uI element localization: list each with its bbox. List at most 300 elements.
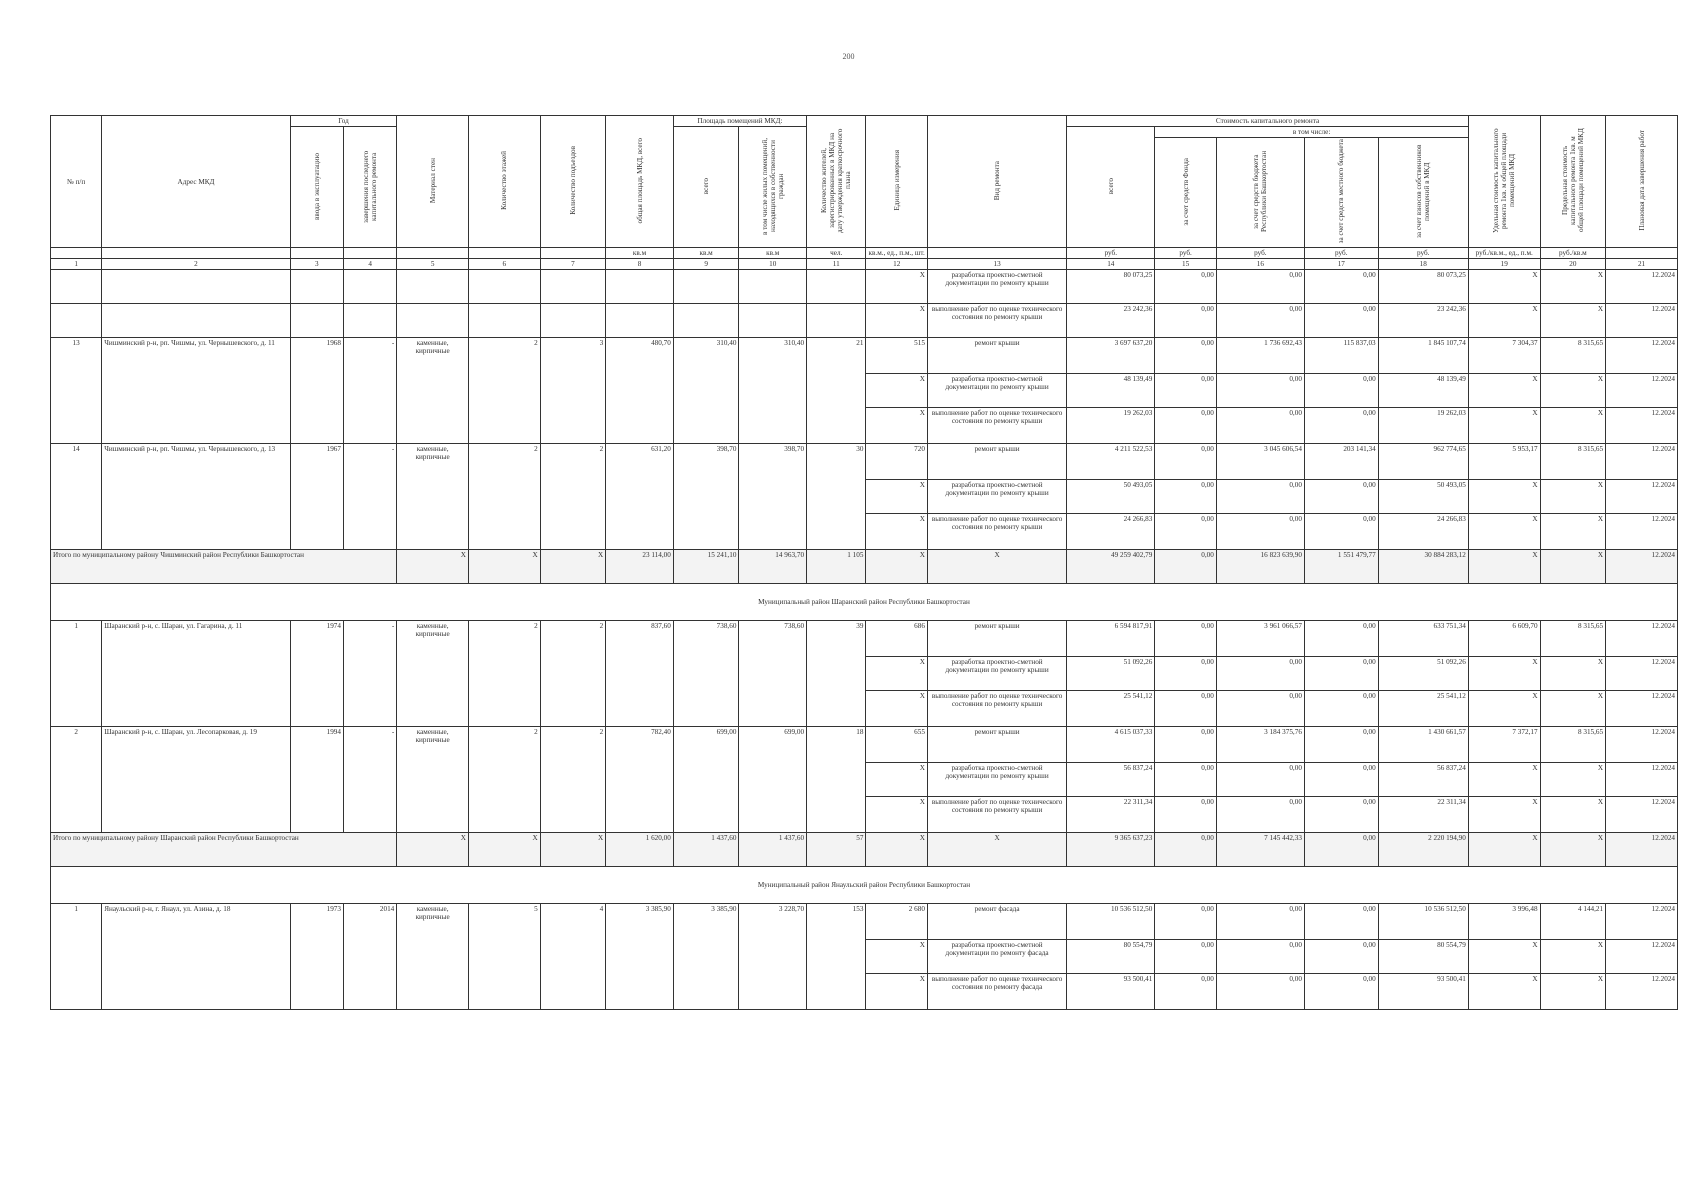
wall-material-cell: каменные, кирпичные [397, 338, 469, 444]
column-number: 6 [468, 259, 540, 270]
header-total-area: общая площадь МКД, всего [606, 116, 674, 248]
value-cell: 0,00 [1155, 444, 1216, 480]
value-cell: - [343, 621, 396, 727]
value-cell: 203 141,34 [1304, 444, 1378, 480]
value-cell: 2 [468, 621, 540, 727]
value-cell: X [468, 833, 540, 867]
work-type-cell: разработка проектно-сметной документации по ремонту крыши [927, 763, 1066, 797]
value-cell: 0,00 [1304, 691, 1378, 727]
value-cell: 50 493,05 [1067, 480, 1155, 514]
column-number: 16 [1216, 259, 1304, 270]
column-numbers-row [51, 259, 1678, 270]
value-cell: 0,00 [1155, 657, 1216, 691]
value-cell: 22 311,34 [1378, 797, 1468, 833]
value-cell: X [1540, 691, 1606, 727]
value-cell: 0,00 [1216, 374, 1304, 408]
header-entrances: Количество подъездов [540, 116, 606, 248]
empty-cell [397, 270, 469, 304]
address-cell: Янаульский р-н, г. Янаул, ул. Азина, д. 18 [102, 904, 291, 1010]
header-max-cost: Предельная стоимость капитального ремонта 1кв. м общей площади помещений МКД [1540, 116, 1606, 248]
value-cell: 686 [866, 621, 927, 657]
value-cell: 23 242,36 [1378, 304, 1468, 338]
value-cell: 1973 [290, 904, 343, 1010]
value-cell: 12.2024 [1606, 480, 1678, 514]
value-cell: 12.2024 [1606, 691, 1678, 727]
work-type-cell: выполнение работ по оценке технического состояния по ремонту крыши [927, 514, 1066, 550]
work-type-cell: разработка проектно-сметной документации по ремонту крыши [927, 270, 1066, 304]
value-cell: 3 228,70 [739, 904, 807, 1010]
value-cell: 0,00 [1216, 270, 1304, 304]
value-cell: 1 437,60 [739, 833, 807, 867]
value-cell: 80 554,79 [1378, 940, 1468, 974]
column-number: 21 [1606, 259, 1678, 270]
value-cell: X [1468, 374, 1540, 408]
unit-cell: руб. [1216, 248, 1304, 259]
column-number: 15 [1155, 259, 1216, 270]
row-number: 1 [51, 621, 102, 727]
value-cell: X [540, 833, 606, 867]
column-number: 5 [397, 259, 469, 270]
empty-cell [51, 270, 102, 304]
value-cell: 12.2024 [1606, 727, 1678, 763]
column-number: 13 [927, 259, 1066, 270]
value-cell: 699,00 [739, 727, 807, 833]
value-cell: 115 837,03 [1304, 338, 1378, 374]
value-cell: 0,00 [1304, 727, 1378, 763]
empty-cell [807, 270, 866, 304]
value-cell: 39 [807, 621, 866, 727]
value-cell: X [866, 763, 927, 797]
value-cell: 10 536 512,50 [1067, 904, 1155, 940]
value-cell: 0,00 [1155, 974, 1216, 1010]
header-cost-fund: за счет средств Фонда [1155, 138, 1216, 248]
value-cell: 1 105 [807, 550, 866, 584]
empty-cell [343, 304, 396, 338]
header-year-commission: ввода в эксплуатацию [290, 127, 343, 248]
value-cell: 24 266,83 [1067, 514, 1155, 550]
work-type-cell: ремонт крыши [927, 727, 1066, 763]
value-cell: 12.2024 [1606, 621, 1678, 657]
value-cell: 480,70 [606, 338, 674, 444]
value-cell: 0,00 [1155, 270, 1216, 304]
value-cell: 80 073,25 [1378, 270, 1468, 304]
value-cell: X [866, 374, 927, 408]
empty-cell [606, 304, 674, 338]
value-cell: 5 953,17 [1468, 444, 1540, 480]
total-row [51, 550, 1678, 584]
value-cell: X [1468, 974, 1540, 1010]
total-row [51, 833, 1678, 867]
column-number: 7 [540, 259, 606, 270]
header-cost-total: всего [1067, 127, 1155, 248]
page-number: 200 [842, 52, 855, 61]
value-cell: 50 493,05 [1378, 480, 1468, 514]
value-cell: 3 996,48 [1468, 904, 1540, 940]
value-cell: 19 262,03 [1067, 408, 1155, 444]
value-cell: - [343, 338, 396, 444]
empty-cell [468, 304, 540, 338]
value-cell: 7 372,17 [1468, 727, 1540, 763]
column-number: 10 [739, 259, 807, 270]
value-cell: 655 [866, 727, 927, 763]
work-type-cell: ремонт фасада [927, 904, 1066, 940]
section-title: Муниципальный район Шаранский район Республики Башкортостан [51, 584, 1678, 621]
value-cell: 0,00 [1155, 621, 1216, 657]
value-cell: 93 500,41 [1067, 974, 1155, 1010]
value-cell: 0,00 [1216, 480, 1304, 514]
value-cell: 0,00 [1216, 904, 1304, 940]
value-cell: 80 073,25 [1067, 270, 1155, 304]
value-cell: 0,00 [1155, 833, 1216, 867]
column-number: 11 [807, 259, 866, 270]
value-cell: 0,00 [1304, 374, 1378, 408]
value-cell: 2014 [343, 904, 396, 1010]
value-cell: X [397, 550, 469, 584]
value-cell: 15 241,10 [673, 550, 739, 584]
table-row [51, 304, 1678, 338]
value-cell: 3 961 066,57 [1216, 621, 1304, 657]
value-cell: 782,40 [606, 727, 674, 833]
empty-cell [468, 270, 540, 304]
value-cell: 7 304,37 [1468, 338, 1540, 374]
value-cell: 0,00 [1155, 691, 1216, 727]
header-cost-republic: за счет средств бюджета Республики Башкортостан [1216, 138, 1304, 248]
value-cell: 12.2024 [1606, 338, 1678, 374]
value-cell: 0,00 [1216, 408, 1304, 444]
value-cell: 4 144,21 [1540, 904, 1606, 940]
value-cell: 30 [807, 444, 866, 550]
value-cell: 3 385,90 [606, 904, 674, 1010]
value-cell: 0,00 [1304, 797, 1378, 833]
value-cell: 7 145 442,33 [1216, 833, 1304, 867]
address-cell: Чишминский р-н, рп. Чишмы, ул. Чернышевского, д. 13 [102, 444, 291, 550]
value-cell: X [866, 550, 927, 584]
value-cell: 8 315,65 [1540, 444, 1606, 480]
work-type-cell: ремонт крыши [927, 621, 1066, 657]
header-premises-living: в том числе жилых помещений, находящихся в собственности граждан [739, 127, 807, 248]
wall-material-cell: каменные, кирпичные [397, 904, 469, 1010]
value-cell: X [866, 304, 927, 338]
work-type-cell: X [927, 833, 1066, 867]
section-header-row [51, 867, 1678, 904]
value-cell: 1967 [290, 444, 343, 550]
value-cell: X [1540, 657, 1606, 691]
wall-material-cell: каменные, кирпичные [397, 444, 469, 550]
value-cell: X [540, 550, 606, 584]
value-cell: 699,00 [673, 727, 739, 833]
value-cell: 12.2024 [1606, 974, 1678, 1010]
value-cell: 0,00 [1155, 480, 1216, 514]
section-header-row [51, 584, 1678, 621]
work-type-cell: ремонт крыши [927, 444, 1066, 480]
row-number: 2 [51, 727, 102, 833]
value-cell: 1994 [290, 727, 343, 833]
value-cell: X [866, 657, 927, 691]
value-cell: 0,00 [1155, 797, 1216, 833]
value-cell: 80 554,79 [1067, 940, 1155, 974]
header-address: Адрес МКД [102, 116, 291, 248]
address-cell: Шаранский р-н, с. Шаран, ул. Гагарина, д. 11 [102, 621, 291, 727]
value-cell: 1 620,00 [606, 833, 674, 867]
value-cell: 2 [540, 621, 606, 727]
value-cell: 0,00 [1304, 270, 1378, 304]
column-number: 12 [866, 259, 927, 270]
value-cell: 12.2024 [1606, 514, 1678, 550]
empty-cell [102, 304, 291, 338]
value-cell: 0,00 [1304, 480, 1378, 514]
value-cell: X [866, 940, 927, 974]
column-number: 9 [673, 259, 739, 270]
empty-cell [807, 304, 866, 338]
value-cell: 398,70 [673, 444, 739, 550]
column-number: 4 [343, 259, 396, 270]
value-cell: 8 315,65 [1540, 621, 1606, 657]
value-cell: 93 500,41 [1378, 974, 1468, 1010]
value-cell: 0,00 [1155, 940, 1216, 974]
value-cell: 49 259 402,79 [1067, 550, 1155, 584]
value-cell: 1 736 692,43 [1216, 338, 1304, 374]
value-cell: 0,00 [1155, 904, 1216, 940]
value-cell: 12.2024 [1606, 374, 1678, 408]
value-cell: 4 [540, 904, 606, 1010]
value-cell: X [1540, 374, 1606, 408]
value-cell: 3 045 606,54 [1216, 444, 1304, 480]
value-cell: 6 594 817,91 [1067, 621, 1155, 657]
value-cell: 0,00 [1304, 514, 1378, 550]
value-cell: X [1468, 550, 1540, 584]
value-cell: 56 837,24 [1378, 763, 1468, 797]
value-cell: 310,40 [739, 338, 807, 444]
value-cell: X [1468, 514, 1540, 550]
value-cell: 4 615 037,33 [1067, 727, 1155, 763]
value-cell: 0,00 [1304, 833, 1378, 867]
empty-cell [343, 270, 396, 304]
value-cell: 12.2024 [1606, 833, 1678, 867]
value-cell: 0,00 [1304, 974, 1378, 1010]
value-cell: X [866, 691, 927, 727]
empty-cell [290, 304, 343, 338]
column-number: 17 [1304, 259, 1378, 270]
value-cell: X [1468, 763, 1540, 797]
table-row [51, 621, 1678, 657]
unit-cell: руб./кв.м [1540, 248, 1606, 259]
value-cell: 56 837,24 [1067, 763, 1155, 797]
value-cell: X [1540, 940, 1606, 974]
value-cell: 0,00 [1304, 657, 1378, 691]
value-cell: 12.2024 [1606, 657, 1678, 691]
value-cell: 0,00 [1216, 304, 1304, 338]
value-cell: 12.2024 [1606, 797, 1678, 833]
value-cell: 0,00 [1216, 691, 1304, 727]
value-cell: 0,00 [1155, 338, 1216, 374]
value-cell: 51 092,26 [1067, 657, 1155, 691]
value-cell: 12.2024 [1606, 904, 1678, 940]
wall-material-cell: каменные, кирпичные [397, 727, 469, 833]
value-cell: 0,00 [1155, 408, 1216, 444]
header-floors: Количество этажей [468, 116, 540, 248]
value-cell: 51 092,26 [1378, 657, 1468, 691]
header-unit-cost: Удельная стоимость капитального ремонта 1кв. м общей площади помещений МКД [1468, 116, 1540, 248]
value-cell: 5 [468, 904, 540, 1010]
value-cell: 10 536 512,50 [1378, 904, 1468, 940]
value-cell: X [866, 833, 927, 867]
value-cell: 12.2024 [1606, 550, 1678, 584]
value-cell: 1 430 661,57 [1378, 727, 1468, 763]
unit-cell: руб./кв.м., ед., п.м. [1468, 248, 1540, 259]
column-number: 3 [290, 259, 343, 270]
header-including: в том числе: [1155, 127, 1469, 138]
value-cell: 3 697 637,20 [1067, 338, 1155, 374]
table-row [51, 904, 1678, 940]
value-cell: - [343, 727, 396, 833]
value-cell: 25 541,12 [1378, 691, 1468, 727]
value-cell: 4 211 522,53 [1067, 444, 1155, 480]
value-cell: X [866, 974, 927, 1010]
column-number: 8 [606, 259, 674, 270]
value-cell: 48 139,49 [1378, 374, 1468, 408]
empty-cell [540, 304, 606, 338]
column-number: 14 [1067, 259, 1155, 270]
value-cell: 12.2024 [1606, 270, 1678, 304]
value-cell: 1968 [290, 338, 343, 444]
value-cell: 398,70 [739, 444, 807, 550]
value-cell: X [1468, 797, 1540, 833]
table-row [51, 270, 1678, 304]
value-cell: X [1468, 833, 1540, 867]
value-cell: 3 385,90 [673, 904, 739, 1010]
header-cost-owners: за счет взносов собственников помещений в МКД [1378, 138, 1468, 248]
value-cell: X [1540, 514, 1606, 550]
empty-cell [673, 270, 739, 304]
unit-cell: руб. [1378, 248, 1468, 259]
value-cell: 57 [807, 833, 866, 867]
unit-cell: кв.м [673, 248, 739, 259]
value-cell: - [343, 444, 396, 550]
header-year-group: Год [290, 116, 397, 127]
repair-plan-table [50, 115, 1678, 1010]
column-number: 19 [1468, 259, 1540, 270]
work-type-cell: выполнение работ по оценке технического состояния по ремонту крыши [927, 691, 1066, 727]
value-cell: X [866, 408, 927, 444]
value-cell: 12.2024 [1606, 408, 1678, 444]
empty-cell [51, 304, 102, 338]
empty-cell [739, 304, 807, 338]
row-number: 1 [51, 904, 102, 1010]
value-cell: X [397, 833, 469, 867]
value-cell: X [1540, 974, 1606, 1010]
value-cell: X [1540, 408, 1606, 444]
value-cell: X [1468, 270, 1540, 304]
value-cell: 0,00 [1304, 940, 1378, 974]
value-cell: 0,00 [1216, 974, 1304, 1010]
unit-cell: руб. [1304, 248, 1378, 259]
header-num: № п/п [51, 116, 102, 248]
value-cell: X [1540, 480, 1606, 514]
value-cell: 0,00 [1155, 304, 1216, 338]
value-cell: 738,60 [673, 621, 739, 727]
work-type-cell: разработка проектно-сметной документации по ремонту крыши [927, 657, 1066, 691]
header-wall-material: Материал стен [397, 116, 469, 248]
value-cell: 310,40 [673, 338, 739, 444]
value-cell: 12.2024 [1606, 763, 1678, 797]
value-cell: X [1468, 480, 1540, 514]
value-cell: 0,00 [1216, 657, 1304, 691]
value-cell: 2 [540, 727, 606, 833]
value-cell: X [866, 514, 927, 550]
header-work-type: Вид ремонта [927, 116, 1066, 248]
address-cell: Шаранский р-н, с. Шаран, ул. Лесопарковая, д. 19 [102, 727, 291, 833]
value-cell: 14 963,70 [739, 550, 807, 584]
value-cell: 24 266,83 [1378, 514, 1468, 550]
value-cell: 0,00 [1155, 514, 1216, 550]
table-row [51, 727, 1678, 763]
header-premises-group: Площадь помещений МКД: [673, 116, 806, 127]
value-cell: 631,20 [606, 444, 674, 550]
column-number: 18 [1378, 259, 1468, 270]
value-cell: 720 [866, 444, 927, 480]
value-cell: 21 [807, 338, 866, 444]
value-cell: X [468, 550, 540, 584]
value-cell: 3 184 375,76 [1216, 727, 1304, 763]
value-cell: 0,00 [1304, 304, 1378, 338]
work-type-cell: выполнение работ по оценке технического состояния по ремонту крыши [927, 797, 1066, 833]
value-cell: X [1468, 940, 1540, 974]
unit-cell: кв.м [739, 248, 807, 259]
value-cell: 2 [540, 444, 606, 550]
value-cell: 0,00 [1304, 763, 1378, 797]
value-cell: 0,00 [1216, 514, 1304, 550]
value-cell: 0,00 [1216, 940, 1304, 974]
value-cell: 16 823 639,90 [1216, 550, 1304, 584]
value-cell: X [1540, 304, 1606, 338]
value-cell: X [1540, 797, 1606, 833]
header-plan-date: Плановая дата завершения работ [1606, 116, 1678, 248]
value-cell: X [1540, 270, 1606, 304]
value-cell: 153 [807, 904, 866, 1010]
value-cell: 2 [468, 338, 540, 444]
value-cell: 0,00 [1155, 374, 1216, 408]
value-cell: 0,00 [1304, 904, 1378, 940]
value-cell: 2 [468, 444, 540, 550]
units-row [51, 248, 1678, 259]
header-cost-local: за счет средств местного бюджета [1304, 138, 1378, 248]
value-cell: 25 541,12 [1067, 691, 1155, 727]
value-cell: 1 845 107,74 [1378, 338, 1468, 374]
value-cell: X [1468, 657, 1540, 691]
value-cell: X [1540, 550, 1606, 584]
work-type-cell: разработка проектно-сметной документации по ремонту фасада [927, 940, 1066, 974]
value-cell: 19 262,03 [1378, 408, 1468, 444]
value-cell: 2 220 194,90 [1378, 833, 1468, 867]
value-cell: 0,00 [1155, 727, 1216, 763]
value-cell: X [1540, 763, 1606, 797]
unit-cell: кв.м [606, 248, 674, 259]
empty-cell [673, 304, 739, 338]
value-cell: 2 [468, 727, 540, 833]
value-cell: 0,00 [1155, 763, 1216, 797]
value-cell: 6 609,70 [1468, 621, 1540, 657]
value-cell: 2 680 [866, 904, 927, 940]
total-label: Итого по муниципальному району Шаранский район Республики Башкортостан [51, 833, 397, 867]
value-cell: 1 551 479,77 [1304, 550, 1378, 584]
value-cell: 12.2024 [1606, 304, 1678, 338]
work-type-cell: выполнение работ по оценке технического состояния по ремонту фасада [927, 974, 1066, 1010]
value-cell: 18 [807, 727, 866, 833]
empty-cell [102, 270, 291, 304]
unit-cell: кв.м., ед., п.м., шт. [866, 248, 927, 259]
value-cell: 738,60 [739, 621, 807, 727]
value-cell: 3 [540, 338, 606, 444]
